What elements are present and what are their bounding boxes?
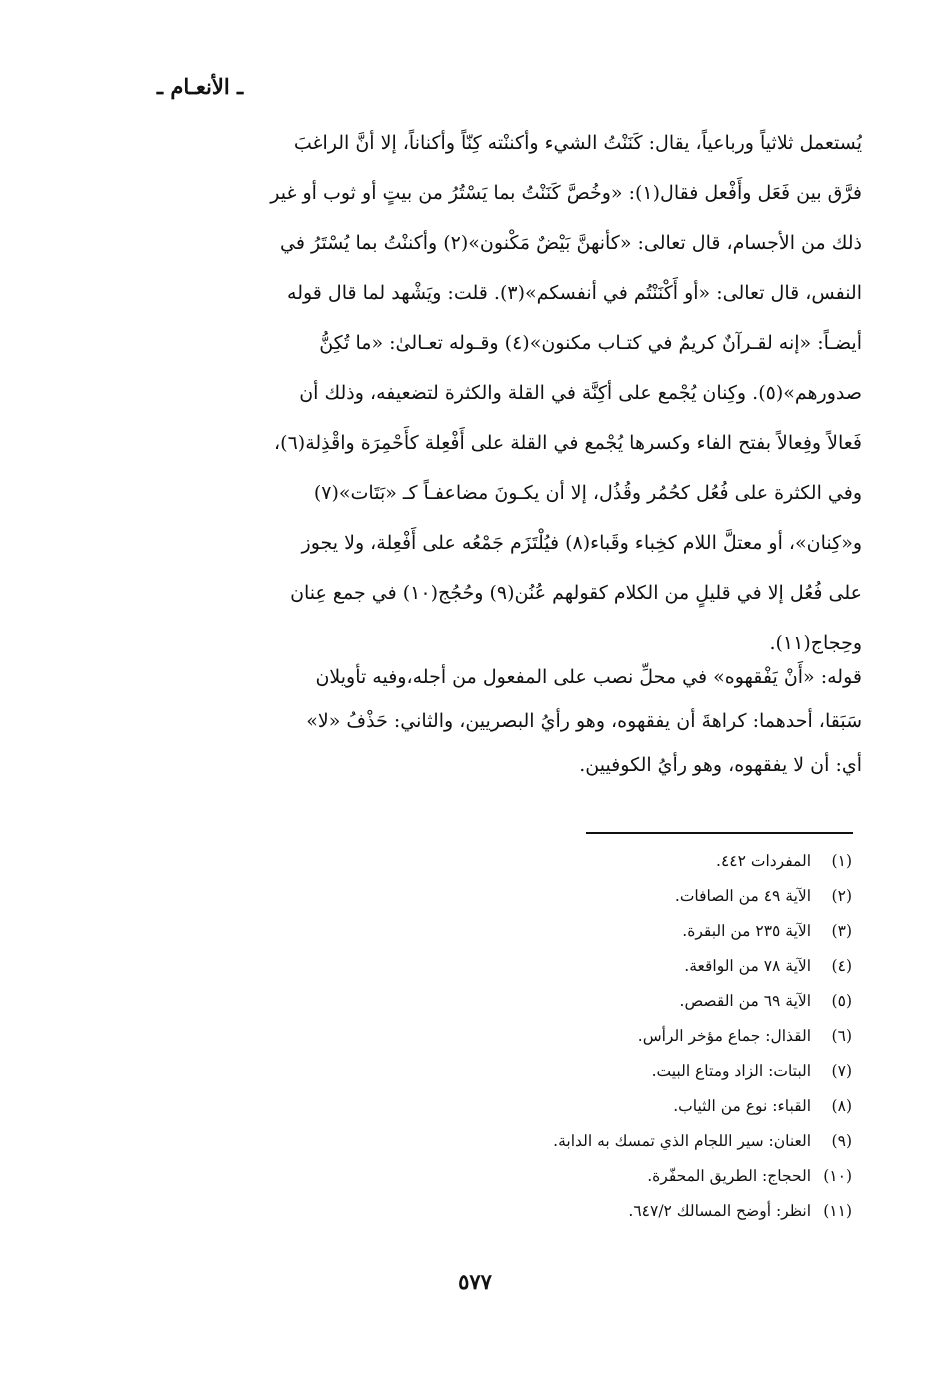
footnote-item [440,1159,852,1194]
footnote-number: (٧) [831,1062,852,1080]
second-paragraph [140,655,862,787]
body-line: على فُعُل إلا في قليلٍ من الكلام كقولهم عُنُن(٩) وحُجُج(١٠) في جمع عِنان [290,582,862,604]
body-line: يُستعمل ثلاثياً ورباعياً، يقال: كَنَنْتُ الشيء وأكننْته كِنّاً وأكناناً، إلا أنَّ الراغبَ [293,132,862,154]
running-head: ـ الأنعـام ـ [156,74,244,99]
body-line: أيضـاً: «إنه لقـرآنٌ كريمٌ في كتـاب مكنون»(٤) وقـوله تعـالىٰ: «ما تُكِنُّ [319,332,862,354]
footnote-number: (١١) [823,1202,852,1220]
footnote-item [440,844,852,879]
footnote-item [440,879,852,914]
page-number: ٥٧٧ [458,1269,492,1294]
footnote-text: البتات: الزاد ومتاع البيت. [651,1062,812,1080]
footnote-number: (١٠) [823,1167,852,1185]
footnote-text: الآية ٧٨ من الواقعة. [684,957,812,975]
footnote-number: (٦) [831,1027,852,1045]
body-line: وحِجاج(١١). [769,632,862,654]
footnotes-list [440,844,852,1229]
footnote-text: الآية ٤٩ من الصافات. [674,887,812,905]
footnote-number: (٥) [831,992,852,1010]
body-line: فَعالاً وفِعالاً بفتح الفاء وكسرها يُجْمع في القلة على أَفْعِلة كأَحْمِرَة واقْذِلة(٦)، [274,432,862,454]
footnote-separator [586,832,853,834]
footnote-text: القباء: نوع من الثياب. [673,1097,812,1115]
footnote-text: انظر: أوضح المسالك ٦٤٧/٢. [628,1202,812,1220]
main-paragraph [140,118,862,668]
body-line: صدورهم»(٥). وكِنان يُجْمع على أكِنَّة في القلة والكثرة لتضعيفه، وذلك أن [299,382,862,404]
body-line: قوله: «أَنْ يَفْقهوه» في محلِّ نصب على المفعول من أجله،وفيه تأويلان [315,666,862,688]
footnote-item [440,1054,852,1089]
footnote-item [440,1124,852,1159]
footnote-item [440,949,852,984]
footnote-number: (٨) [831,1097,852,1115]
footnote-number: (٣) [831,922,852,940]
body-line: النفس، قال تعالى: «أو أَكْنَنْتُم في أنفسكم»(٣). قلت: ويَشْهد لما قال قوله [287,282,862,304]
body-line: سَبَقا، أحدهما: كراهةَ أن يفقهوه، وهو رأيُ البصريين، والثاني: حَذْفُ «لا» [306,710,862,732]
footnote-number: (٢) [831,887,852,905]
footnote-text: المفردات ٤٤٢. [716,852,812,870]
footnote-text: القذال: جماع مؤخر الرأس. [637,1027,812,1045]
body-line: و«كِنان»، أو معتلَّ اللام كخِباء وقَباء(٨) فيُلْتَزَم جَمْعُه على أَفْعِلة، ولا يجوز [301,532,862,554]
footnote-number: (٤) [831,957,852,975]
footnote-item [440,1194,852,1229]
footnote-text: الآية ٢٣٥ من البقرة. [682,922,812,940]
footnote-item [440,914,852,949]
footnote-item [440,984,852,1019]
body-line: وفي الكثرة على فُعُل كحُمُر وقُذُل، إلا أن يكـونَ مضاعفـاً كـ «بَتَات»(٧) [313,482,862,504]
body-line: ذلك من الأجسام، قال تعالى: «كأنهنَّ بَيْضٌ مَكْنون»(٢) وأكننْتُ بما يُسْتَرُ في [280,232,862,254]
body-line: فرَّق بين فَعَل وأَفْعل فقال(١): «وخُصَّ كَنَنْتُ بما يَسْتُرُ من بيتٍ أو ثوب أو غير [270,182,862,204]
footnote-text: الحجاج: الطريق المحفّرة. [647,1167,812,1185]
footnote-number: (٩) [831,1132,852,1150]
footnote-item [440,1019,852,1054]
footnote-text: العنان: سير اللجام الذي تمسك به الدابة. [553,1132,812,1150]
footnote-text: الآية ٦٩ من القصص. [679,992,812,1010]
body-line: أي: أن لا يفقهوه، وهو رأيُ الكوفيين. [579,754,862,776]
footnote-number: (١) [831,852,852,870]
footnote-item [440,1089,852,1124]
